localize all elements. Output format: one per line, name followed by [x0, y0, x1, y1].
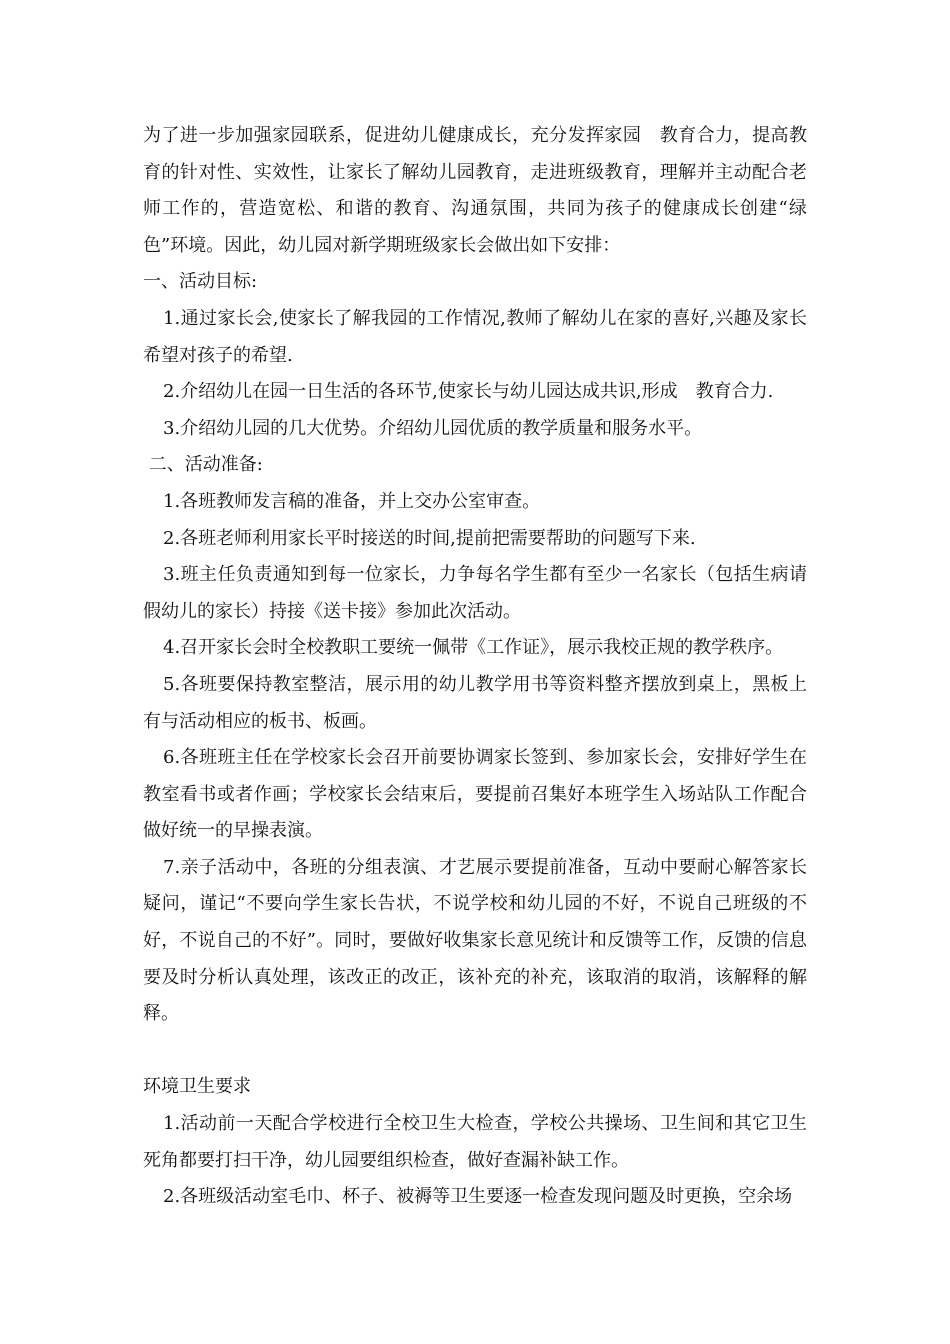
list-item: 1.各班教师发言稿的准备，并上交办公室审查。 [163, 490, 541, 512]
section-heading-hygiene: 环境卫生要求 [143, 1076, 251, 1098]
list-item: 2.各班老师利用家长平时接送的时间,提前把需要帮助的问题写下来. [163, 527, 696, 549]
list-item: 1.通过家长会,使家长了解我园的工作情况,教师了解幼儿在家的喜好,兴趣及家长希望对孩子的希望. [143, 307, 807, 366]
list-item: 4.召开家长会时全校教职工要统一佩带《工作证》，展示我校正规的教学秩序。 [163, 637, 784, 659]
list-item: 5.各班要保持教室整洁，展示用的幼儿教学用书等资料整齐摆放到桌上，黑板上有与活动相应的板书、板画。 [143, 673, 807, 732]
list-item: 3.介绍幼儿园的几大优势。介绍幼儿园优质的教学质量和服务水平。 [163, 417, 703, 439]
intro-paragraph: 为了进一步加强家园联系，促进幼儿健康成长，充分发挥家园 教育合力，提高教育的针对性、实效性，让家长了解幼儿园教育，走进班级教育，理解并主动配合老师工作的，营造宽松、和谐的教育、沟通氛围，共同为孩子的健康成长创建“绿色”环境。因此，幼儿园对新学期班级家长会做出如下安排： [143, 125, 807, 256]
section-heading-goals: 一、活动目标: [143, 271, 258, 293]
list-item: 1.活动前一天配合学校进行全校卫生大检查，学校公共操场、卫生间和其它卫生死角都要打扫干净，幼儿园要组织检查，做好查漏补缺工作。 [143, 1113, 807, 1171]
list-item: 6.各班班主任在学校家长会召开前要协调家长签到、参加家长会，安排好学生在教室看书或者作画；学校家长会结束后，要提前召集好本班学生入场站队工作配合做好统一的早操表演。 [143, 747, 807, 842]
list-item: 2.介绍幼儿在园一日生活的各环节,使家长与幼儿园达成共识,形成 教育合力. [163, 381, 774, 403]
section-heading-preparation: 二、活动准备: [143, 454, 263, 476]
document-page [143, 118, 807, 1216]
list-item: 3.班主任负责通知到每一位家长，力争每名学生都有至少一名家长（包括生病请假幼儿的家长）持接《送卡接》参加此次活动。 [143, 564, 807, 622]
blank-line [143, 1033, 807, 1070]
list-item: 2.各班级活动室毛巾、杯子、被褥等卫生要逐一检查发现问题及时更换，空余场 [163, 1186, 793, 1208]
list-item: 7.亲子活动中，各班的分组表演、才艺展示要提前准备，互动中要耐心解答家长疑问，谨记“不要向学生家长告状，不说学校和幼儿园的不好，不说自己班级的不好，不说自己的不好”。同时，要做好收集家长意见统计和反馈等工作，反馈的信息要及时分析认真处理，该改正的改正，该补充的补充，该取消的取消，该解释的解释。 [143, 856, 807, 1025]
